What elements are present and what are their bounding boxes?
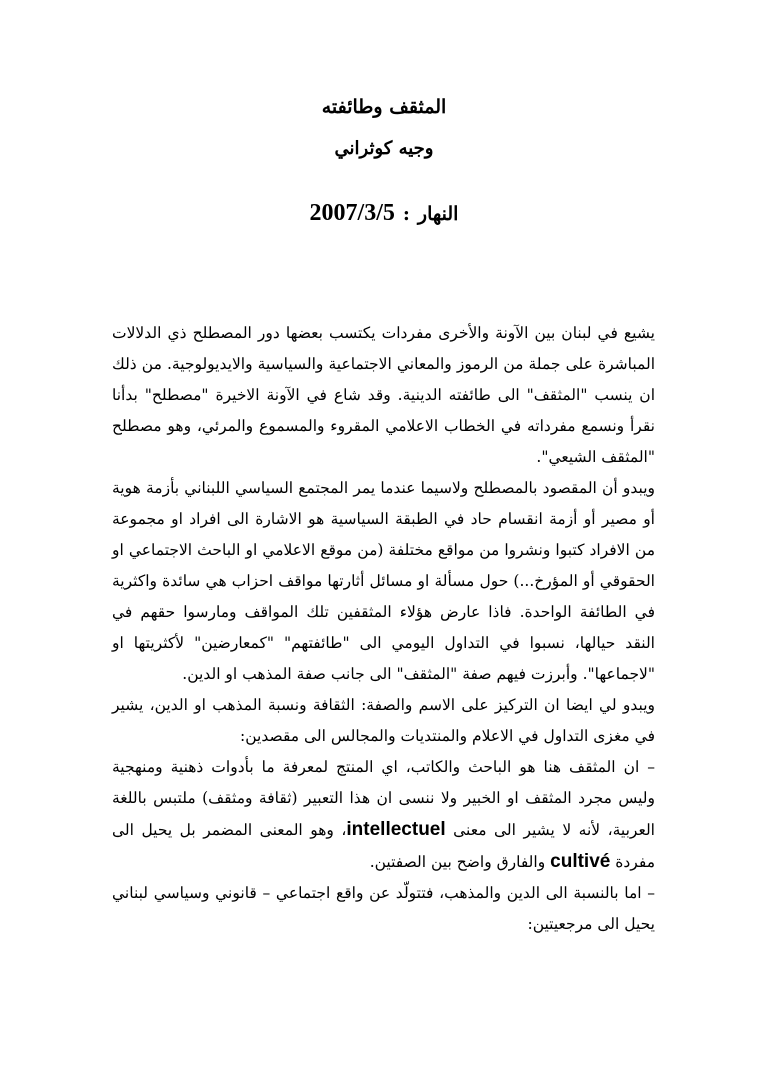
publication-date: 2007/3/5	[309, 200, 395, 226]
term-cultive: cultivé	[550, 851, 611, 872]
paragraph-4-text-1: – ان المثقف هنا هو الباحث والكاتب، اي المنتج لمعرفة ما بأدوات ذهنية ومنهجية وليس مجرد المثقف او الخبير ولا ننسى ان هذا التعبير (ثقافة ومثقف) ملتبس باللغة العربية، لأنه لا يشير الى معنى	[112, 758, 655, 839]
paragraph-5: – اما بالنسبة الى الدين والمذهب، فتتولّد عن واقع اجتماعي – قانوني وسياسي لبناني يحيل الى مرجعيتين:	[112, 884, 655, 933]
source-separator: :	[402, 203, 410, 225]
paragraph-4-text-2: ، وهو المعنى المضمر بل يحيل الى مفردة	[112, 821, 655, 871]
article-title: المثقف وطائفته	[321, 96, 447, 118]
article-body	[112, 318, 655, 940]
paragraph-4-text-3: والفارق واضح بين الصفتين.	[369, 853, 546, 871]
source-line	[0, 200, 768, 227]
paragraph-3: ويبدو لي ايضا ان التركيز على الاسم والصفة: الثقافة ونسبة المذهب او الدين، يشير في مغزى التداول في الاعلام والمنتديات والمجالس الى مقصدين:	[112, 696, 655, 745]
paragraph-2: ويبدو أن المقصود بالمصطلح ولاسيما عندما يمر المجتمع السياسي اللبناني بأزمة هوية أو مصير أو أزمة انقسام حاد في الطبقة السياسية هو الاشارة الى افراد او مجموعة من الافراد كتبوا ونشروا من مواقع مختلفة (من موقع الاعلامي او الباحث الاجتماعي او الحقوقي أو المؤرخ...) حول مسألة او مسائل أثارتها مواقف احزاب هي سائدة واكثرية في الطائفة الواحدة. فاذا عارض هؤلاء المثقفين تلك المواقف ومارسوا حقهم في النقد حيالها، نسبوا في التداول اليومي الى "طائفتهم" "كمعارضين" لأكثريتها او "لاجماعها". وأبرزت فيهم صفة "المثقف" الى جانب صفة المذهب او الدين.	[112, 479, 655, 683]
author-name: وجيه كوثراني	[334, 138, 434, 159]
term-intellectuel: intellectuel	[346, 819, 446, 840]
paragraph-4	[112, 752, 655, 878]
source-name: النهار	[417, 203, 459, 225]
paragraph-1: يشيع في لبنان بين الآونة والأخرى مفردات يكتسب بعضها دور المصطلح ذي الدلالات المباشرة على جملة من الرموز والمعاني الاجتماعية والسياسية والايديولوجية. من ذلك ان ينسب "المثقف" الى طائفته الدينية. وقد شاع في الآونة الاخيرة "مصطلح" بدأنا نقرأ ونسمع مفرداته في الخطاب الاعلامي المقروء والمسموع والمرئي، وهو مصطلح "المثقف الشيعي".	[112, 324, 655, 466]
